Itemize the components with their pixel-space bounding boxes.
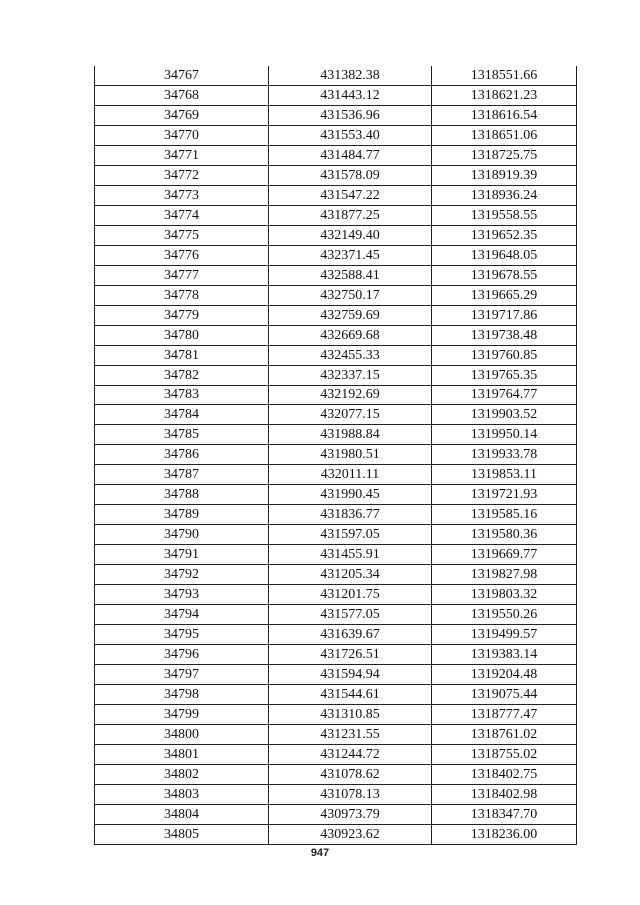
table-row	[95, 744, 577, 764]
x-coordinate-cell: 432337.15	[269, 365, 432, 385]
x-coordinate-cell: 432077.15	[269, 405, 432, 425]
y-coordinate-cell: 1319760.85	[432, 345, 577, 365]
x-coordinate-cell: 431078.62	[269, 764, 432, 784]
x-coordinate-cell: 432371.45	[269, 245, 432, 265]
x-coordinate-cell: 431484.77	[269, 145, 432, 165]
x-coordinate-cell: 432750.17	[269, 285, 432, 305]
table-row	[95, 824, 577, 844]
point-id-cell: 34795	[95, 625, 269, 645]
y-coordinate-cell: 1319738.48	[432, 325, 577, 345]
point-id-cell: 34790	[95, 525, 269, 545]
point-id-cell: 34798	[95, 685, 269, 705]
y-coordinate-cell: 1319652.35	[432, 225, 577, 245]
point-id-cell: 34780	[95, 325, 269, 345]
point-id-cell: 34803	[95, 784, 269, 804]
point-id-cell: 34796	[95, 645, 269, 665]
y-coordinate-cell: 1319585.16	[432, 505, 577, 525]
point-id-cell: 34778	[95, 285, 269, 305]
y-coordinate-cell: 1318777.47	[432, 705, 577, 725]
point-id-cell: 34776	[95, 245, 269, 265]
point-id-cell: 34773	[95, 185, 269, 205]
x-coordinate-cell: 431547.22	[269, 185, 432, 205]
x-coordinate-cell: 432149.40	[269, 225, 432, 245]
y-coordinate-cell: 1319558.55	[432, 205, 577, 225]
table-row	[95, 365, 577, 385]
table-row	[95, 125, 577, 145]
y-coordinate-cell: 1318402.98	[432, 784, 577, 804]
x-coordinate-cell: 431980.51	[269, 445, 432, 465]
table-row	[95, 585, 577, 605]
point-id-cell: 34801	[95, 744, 269, 764]
point-id-cell: 34782	[95, 365, 269, 385]
point-id-cell: 34768	[95, 85, 269, 105]
table-row	[95, 405, 577, 425]
x-coordinate-cell: 431639.67	[269, 625, 432, 645]
table-row	[95, 764, 577, 784]
table-row	[95, 804, 577, 824]
coordinates-table-body	[95, 66, 577, 844]
x-coordinate-cell: 430923.62	[269, 824, 432, 844]
y-coordinate-cell: 1318919.39	[432, 165, 577, 185]
table-row	[95, 85, 577, 105]
x-coordinate-cell: 431455.91	[269, 545, 432, 565]
point-id-cell: 34775	[95, 225, 269, 245]
table-row	[95, 185, 577, 205]
table-row	[95, 245, 577, 265]
table-row	[95, 165, 577, 185]
point-id-cell: 34792	[95, 565, 269, 585]
y-coordinate-cell: 1318761.02	[432, 724, 577, 744]
point-id-cell: 34781	[95, 345, 269, 365]
x-coordinate-cell: 431382.38	[269, 66, 432, 85]
table-row	[95, 145, 577, 165]
y-coordinate-cell: 1319903.52	[432, 405, 577, 425]
table-row	[95, 385, 577, 405]
point-id-cell: 34794	[95, 605, 269, 625]
x-coordinate-cell: 431443.12	[269, 85, 432, 105]
x-coordinate-cell: 431578.09	[269, 165, 432, 185]
y-coordinate-cell: 1319665.29	[432, 285, 577, 305]
y-coordinate-cell: 1319383.14	[432, 645, 577, 665]
table-row	[95, 545, 577, 565]
x-coordinate-cell: 431201.75	[269, 585, 432, 605]
y-coordinate-cell: 1319499.57	[432, 625, 577, 645]
y-coordinate-cell: 1318551.66	[432, 66, 577, 85]
point-id-cell: 34777	[95, 265, 269, 285]
table-row	[95, 625, 577, 645]
point-id-cell: 34779	[95, 305, 269, 325]
table-row	[95, 605, 577, 625]
table-row	[95, 66, 577, 85]
point-id-cell: 34788	[95, 485, 269, 505]
coordinates-table	[94, 66, 577, 845]
point-id-cell: 34802	[95, 764, 269, 784]
x-coordinate-cell: 431553.40	[269, 125, 432, 145]
y-coordinate-cell: 1319648.05	[432, 245, 577, 265]
x-coordinate-cell: 432669.68	[269, 325, 432, 345]
x-coordinate-cell: 431078.13	[269, 784, 432, 804]
y-coordinate-cell: 1319669.77	[432, 545, 577, 565]
x-coordinate-cell: 431836.77	[269, 505, 432, 525]
y-coordinate-cell: 1319580.36	[432, 525, 577, 545]
y-coordinate-cell: 1318755.02	[432, 744, 577, 764]
point-id-cell: 34787	[95, 465, 269, 485]
point-id-cell: 34771	[95, 145, 269, 165]
y-coordinate-cell: 1319717.86	[432, 305, 577, 325]
table-row	[95, 784, 577, 804]
table-row	[95, 485, 577, 505]
point-id-cell: 34789	[95, 505, 269, 525]
point-id-cell: 34799	[95, 705, 269, 725]
table-row	[95, 685, 577, 705]
table-row	[95, 645, 577, 665]
x-coordinate-cell: 431244.72	[269, 744, 432, 764]
y-coordinate-cell: 1319933.78	[432, 445, 577, 465]
x-coordinate-cell: 431205.34	[269, 565, 432, 585]
y-coordinate-cell: 1319678.55	[432, 265, 577, 285]
y-coordinate-cell: 1319204.48	[432, 665, 577, 685]
table-row	[95, 724, 577, 744]
x-coordinate-cell: 430973.79	[269, 804, 432, 824]
y-coordinate-cell: 1318725.75	[432, 145, 577, 165]
point-id-cell: 34797	[95, 665, 269, 685]
table-row	[95, 425, 577, 445]
y-coordinate-cell: 1318402.75	[432, 764, 577, 784]
x-coordinate-cell: 431990.45	[269, 485, 432, 505]
x-coordinate-cell: 431597.05	[269, 525, 432, 545]
point-id-cell: 34791	[95, 545, 269, 565]
table-row	[95, 705, 577, 725]
table-row	[95, 525, 577, 545]
x-coordinate-cell: 432455.33	[269, 345, 432, 365]
y-coordinate-cell: 1318616.54	[432, 105, 577, 125]
point-id-cell: 34772	[95, 165, 269, 185]
table-row	[95, 305, 577, 325]
table-row	[95, 325, 577, 345]
x-coordinate-cell: 432192.69	[269, 385, 432, 405]
y-coordinate-cell: 1318936.24	[432, 185, 577, 205]
point-id-cell: 34786	[95, 445, 269, 465]
page-number: 947	[310, 847, 330, 859]
x-coordinate-cell: 431877.25	[269, 205, 432, 225]
table-row	[95, 265, 577, 285]
x-coordinate-cell: 432011.11	[269, 465, 432, 485]
y-coordinate-cell: 1319721.93	[432, 485, 577, 505]
table-row	[95, 445, 577, 465]
x-coordinate-cell: 431594.94	[269, 665, 432, 685]
table-row	[95, 225, 577, 245]
y-coordinate-cell: 1318236.00	[432, 824, 577, 844]
table-row	[95, 105, 577, 125]
table-row	[95, 205, 577, 225]
x-coordinate-cell: 431988.84	[269, 425, 432, 445]
y-coordinate-cell: 1319765.35	[432, 365, 577, 385]
table-row	[95, 465, 577, 485]
x-coordinate-cell: 431310.85	[269, 705, 432, 725]
y-coordinate-cell: 1319827.98	[432, 565, 577, 585]
point-id-cell: 34800	[95, 724, 269, 744]
y-coordinate-cell: 1319764.77	[432, 385, 577, 405]
point-id-cell: 34769	[95, 105, 269, 125]
y-coordinate-cell: 1319853.11	[432, 465, 577, 485]
table-row	[95, 665, 577, 685]
point-id-cell: 34785	[95, 425, 269, 445]
y-coordinate-cell: 1319950.14	[432, 425, 577, 445]
table-row	[95, 285, 577, 305]
point-id-cell: 34770	[95, 125, 269, 145]
point-id-cell: 34783	[95, 385, 269, 405]
point-id-cell: 34784	[95, 405, 269, 425]
table-row	[95, 505, 577, 525]
x-coordinate-cell: 431536.96	[269, 105, 432, 125]
x-coordinate-cell: 431231.55	[269, 724, 432, 744]
y-coordinate-cell: 1318651.06	[432, 125, 577, 145]
y-coordinate-cell: 1319803.32	[432, 585, 577, 605]
point-id-cell: 34804	[95, 804, 269, 824]
x-coordinate-cell: 431726.51	[269, 645, 432, 665]
point-id-cell: 34774	[95, 205, 269, 225]
y-coordinate-cell: 1319550.26	[432, 605, 577, 625]
x-coordinate-cell: 432588.41	[269, 265, 432, 285]
x-coordinate-cell: 432759.69	[269, 305, 432, 325]
x-coordinate-cell: 431544.61	[269, 685, 432, 705]
table-row	[95, 345, 577, 365]
y-coordinate-cell: 1319075.44	[432, 685, 577, 705]
y-coordinate-cell: 1318621.23	[432, 85, 577, 105]
y-coordinate-cell: 1318347.70	[432, 804, 577, 824]
point-id-cell: 34805	[95, 824, 269, 844]
point-id-cell: 34767	[95, 66, 269, 85]
x-coordinate-cell: 431577.05	[269, 605, 432, 625]
point-id-cell: 34793	[95, 585, 269, 605]
table-row	[95, 565, 577, 585]
